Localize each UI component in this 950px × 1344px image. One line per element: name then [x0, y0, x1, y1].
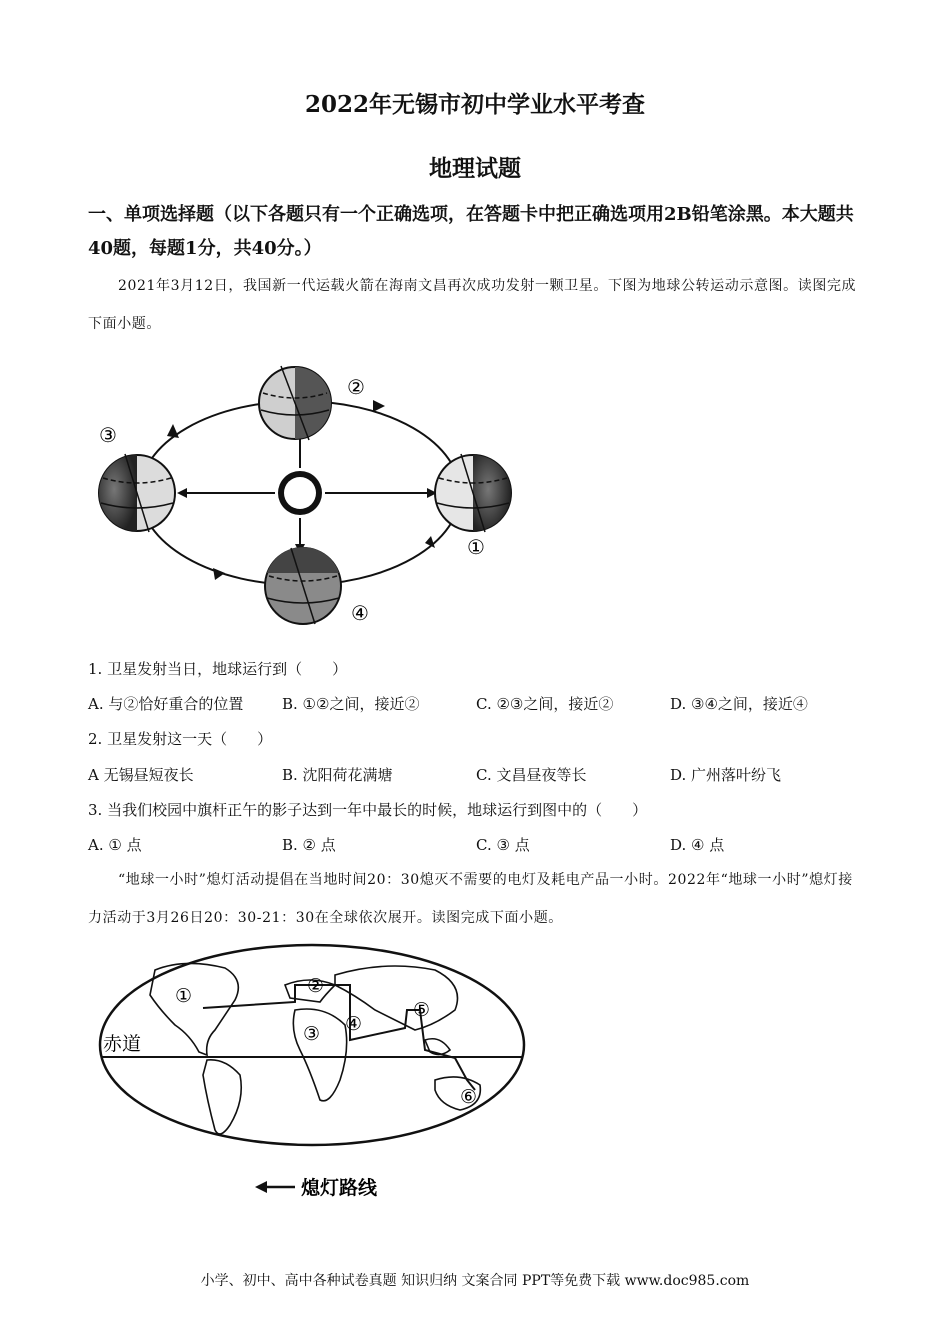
question-1-option-d: D. ③④之间，接近④ — [670, 695, 808, 713]
map-marker-5: ⑤ — [413, 999, 431, 1021]
sun-icon — [278, 471, 322, 515]
label-1: ① — [467, 535, 485, 559]
question-1-option-b: B. ①②之间，接近② — [282, 695, 420, 713]
label-2: ② — [347, 375, 365, 399]
question-3-option-b: B. ② 点 — [282, 836, 336, 854]
map-marker-1: ① — [175, 985, 193, 1007]
page-title: 2022年无锡市初中学业水平考查 — [304, 91, 645, 118]
page-subtitle: 地理试题 — [429, 155, 521, 182]
earth-revolution-diagram — [95, 358, 525, 630]
intro-paragraph-2: “地球一小时”熄灯活动提倡在当地时间20：30熄灭不需要的电灯及耗电产品一小时。2022年“地球一小时”熄灯接力活动于3月26日20：30-21：30在全球依次展开。读图完成下面小题。 — [88, 872, 853, 926]
question-2-option-b: B. 沈阳荷花满塘 — [282, 766, 393, 784]
equator-label: 赤道 — [103, 1033, 142, 1055]
question-2-option-a: A 无锡昼短夜长 — [88, 766, 194, 784]
question-3-option-d: D. ④ 点 — [670, 836, 725, 854]
question-3-option-a: A. ① 点 — [88, 836, 142, 854]
label-4: ④ — [351, 601, 369, 625]
legend-label: 熄灯路线 — [301, 1177, 378, 1199]
map-marker-2: ② — [307, 975, 325, 997]
question-1-option-c: C. ②③之间，接近② — [476, 695, 614, 713]
label-3: ③ — [99, 423, 117, 447]
question-1-stem: 1. 卫星发射当日，地球运行到（ ） — [88, 660, 348, 678]
earth-position-4 — [265, 547, 341, 624]
orbit-arrow-icon — [167, 424, 179, 438]
earth-position-1 — [435, 454, 511, 532]
question-2-stem: 2. 卫星发射这一天（ ） — [88, 730, 273, 748]
map-marker-6: ⑥ — [460, 1086, 478, 1108]
orbit-arrow-icon — [213, 568, 225, 580]
world-map-figure — [95, 940, 530, 1200]
map-marker-4: ④ — [345, 1013, 363, 1035]
map-legend — [255, 1176, 378, 1199]
question-3-stem: 3. 当我们校园中旗杆正午的影子达到一年中最长的时候，地球运行到图中的（ ） — [88, 801, 648, 819]
legend-arrow-icon — [255, 1181, 267, 1193]
question-2-option-d: D. 广州落叶纷飞 — [670, 766, 782, 784]
intro-paragraph-1: 2021年3月12日，我国新一代运载火箭在海南文昌再次成功发射一颗卫星。下图为地球公转运动示意图。读图完成下面小题。 — [88, 278, 857, 332]
page-footer: 小学、初中、高中各种试卷真题 知识归纳 文案合同 PPT等免费下载 www.doc985.com — [200, 1273, 750, 1289]
question-1-option-a: A. 与②恰好重合的位置 — [88, 695, 244, 713]
section-heading: 一、单项选择题（以下各题只有一个正确选项，在答题卡中把正确选项用2B铅笔涂黑。本大题共40题，每题1分，共40分。） — [88, 204, 854, 259]
question-3-option-c: C. ③ 点 — [476, 836, 530, 854]
map-marker-3: ③ — [303, 1023, 321, 1045]
question-2-option-c: C. 文昌昼夜等长 — [476, 766, 587, 784]
earth-position-2 — [259, 366, 331, 440]
orbit-arrow-icon — [373, 400, 385, 412]
earth-position-3 — [99, 454, 175, 532]
